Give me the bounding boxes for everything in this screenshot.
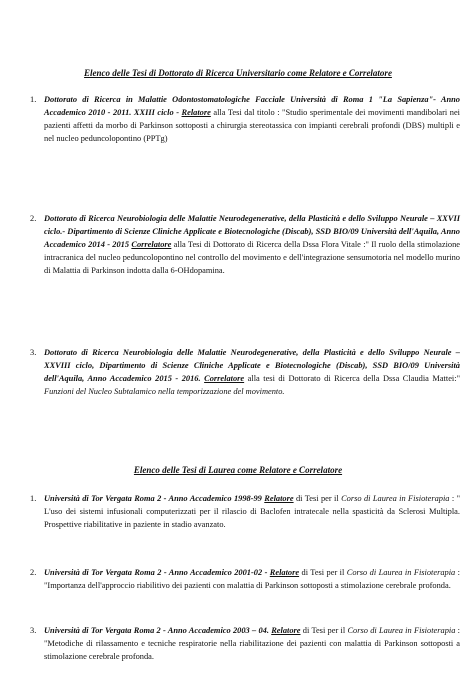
list-number: 2. <box>30 214 37 223</box>
role-label: Relatore <box>269 568 300 577</box>
thesis-description: : " L'uso dei sistemi infusionali computerizzati per il rilascio di Baclofen intratecale nella spasticità da Sclerosi Multipla. Prospettive riabilitative in paziente in stadio avanzato. <box>44 494 460 529</box>
thesis-description: : "Metodiche di rilassamento e tecniche respiratorie nella riabilitazione dei pazienti con malattia di Parkinson sottoposti a stimolazione cerebrale profonda. <box>44 626 460 661</box>
role-label: Correlatore <box>131 240 172 249</box>
doctoral-thesis-2 <box>30 212 460 277</box>
thesis-title: Funzioni del Nucleo Subtalamico nella temporizzazione del movimento. <box>44 387 285 396</box>
program-name: Dottorato di Ricerca in Malattie Odontostomatologiche Facciale Università di Roma 1 "La Sapienza"- Anno Accademico 2010 - 2011. XXIII ciclo - <box>44 95 460 117</box>
laurea-thesis-3 <box>30 624 460 663</box>
thesis-description: alla Tesi dal titolo : "Studio sperimentale dei movimenti mandibolari nei pazienti affetti da morbo di Parkinson sottoposti a chirurgia stereotassica con impianti cerebrali profondi (DBS) multipli e nel nucleo peduncolopontino (PPTg) <box>44 108 461 143</box>
course-name: Corso di Laurea in Fisioterapia <box>346 568 456 577</box>
program-name: Dottorato di Ricerca Neurobiologia delle Malattie Neurodegenerative, della Plasticità e dello Sviluppo Neurale – XXVIII ciclo, Dipartimento di Scienze Cliniche Applicate e Biotecnologiche (Discab), SSD BIO/09 Università dell'Aquila, Anno Accademico 2015 - 2016. <box>44 348 460 383</box>
course-name: Corso di Laurea in Fisioterapia <box>341 494 450 503</box>
thesis-description: alla Tesi di Dottorato di Ricerca della Dssa Flora Vitale :" Il ruolo della stimolazione intracranica del nucleo peduncolopontino nel controllo del movimento e dell'integrazione sensumotoria nel modello murino di Malattia di Parkinson indotta dalla 6-OHdopamina. <box>44 240 460 275</box>
role-label: Correlatore <box>204 374 245 383</box>
course-name: Corso di Laurea in Fisioterapia <box>347 626 456 635</box>
doctoral-section-title: Elenco delle Tesi di Dottorato di Ricerca Universitario come Relatore e Correlatore <box>84 68 392 78</box>
list-number: 1. <box>30 95 37 104</box>
role-connector: di Tesi per il <box>293 494 342 503</box>
role-connector: di Tesi per il <box>300 626 348 635</box>
role-connector: di Tesi per il <box>299 568 347 577</box>
role-label: Relatore <box>181 108 211 117</box>
laurea-thesis-2 <box>30 566 460 592</box>
program-name: Università di Tor Vergata Roma 2 - Anno Accademico 2001-02 - <box>44 568 270 577</box>
list-number: 1. <box>30 494 37 503</box>
laurea-section-title: Elenco delle Tesi di Laurea come Relatore e Correlatore <box>133 465 343 475</box>
program-name: Dottorato di Ricerca Neurobiologia delle Malattie Neurodegenerative, della Plasticità e dello Sviluppo Neurale – XXVII ciclo.- Dipartimento di Scienze Cliniche Applicate e Biotecnologiche (Discab), SSD BIO/09 Università dell'Aquila, Anno Accademico 2014 - 2015 <box>44 214 460 249</box>
thesis-description: : "Importanza dell'approccio riabilitivo dei pazienti con malattia di Parkinson sottoposti a stimolazione cerebrale profonda. <box>44 568 460 590</box>
program-name: Università di Tor Vergata Roma 2 - Anno Accademico 2003 – 04. <box>44 626 272 635</box>
list-number: 3. <box>30 348 37 357</box>
doctoral-thesis-3 <box>30 346 460 398</box>
role-label: Relatore <box>271 626 301 635</box>
doctoral-thesis-1 <box>30 93 460 145</box>
thesis-description: alla tesi di Dottorato di Ricerca della Dssa Claudia Mattei:" <box>244 374 460 383</box>
list-number: 3. <box>30 626 37 635</box>
list-number: 2. <box>30 568 37 577</box>
program-name: Università di Tor Vergata Roma 2 - Anno Accademico 1998-99 <box>44 494 265 503</box>
laurea-thesis-1 <box>30 492 460 531</box>
role-label: Relatore <box>264 494 294 503</box>
